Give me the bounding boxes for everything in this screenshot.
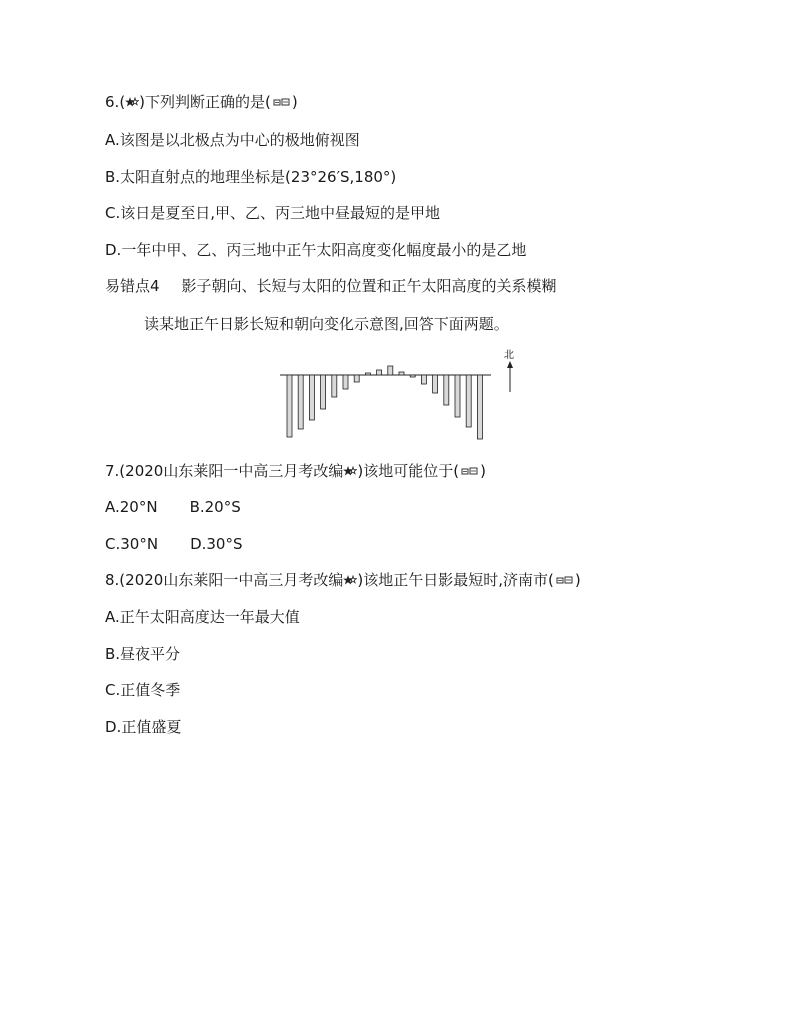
difficulty-star-icon <box>343 573 357 587</box>
question-8-option-d: D.正值盛夏 <box>105 718 182 736</box>
error-point-label: 易错点4 <box>105 277 160 295</box>
reading-intro: 读某地正午日影长短和朝向变化示意图,回答下面两题。 <box>144 315 509 333</box>
noon-shadow-diagram <box>278 346 528 446</box>
error-point-text: 影子朝向、长短与太阳的位置和正午太阳高度的关系模糊 <box>181 277 557 295</box>
shadow-bar <box>343 375 348 389</box>
shadow-bar <box>466 375 471 427</box>
shadow-bar <box>321 375 326 409</box>
difficulty-star-icon <box>343 464 357 478</box>
shadow-bar <box>332 375 337 397</box>
error-point-heading <box>105 276 557 296</box>
question-7-option-d: D.30°S <box>190 535 243 553</box>
easy-error-stamp-icon <box>461 466 478 476</box>
shadow-bar <box>298 375 303 429</box>
question-6-number: 6. <box>105 93 120 111</box>
shadow-bar <box>365 373 370 375</box>
shadow-bar <box>377 370 382 375</box>
question-8-option-c: C.正值冬季 <box>105 681 181 699</box>
question-6-option-c: C.该日是夏至日,甲、乙、丙三地中昼最短的是甲地 <box>105 204 441 222</box>
question-6-stem: 6.( )下列判断正确的是( ) <box>105 93 298 111</box>
question-7-option-b: B.20°S <box>189 498 241 516</box>
shadow-bar <box>455 375 460 417</box>
shadow-bar <box>433 375 438 393</box>
north-arrow-head <box>507 361 513 368</box>
question-7-option-c: C.30°N <box>105 535 159 553</box>
shadow-bar <box>421 375 426 384</box>
question-8-option-b: B.昼夜平分 <box>105 645 181 663</box>
north-label: 北 <box>504 350 514 361</box>
question-7-stem: 7.(2020山东莱阳一中高三月考改编 )该地可能位于( ) <box>105 462 486 480</box>
shadow-bar <box>444 375 449 405</box>
question-7-options-cd <box>105 534 243 554</box>
shadow-bar <box>287 375 292 437</box>
question-8-option-a: A.正午太阳高度达一年最大值 <box>105 608 300 626</box>
difficulty-star-icon <box>125 95 139 109</box>
shadow-bar <box>388 366 393 375</box>
shadow-bar <box>399 372 404 375</box>
question-7-options-ab <box>105 497 241 517</box>
shadow-bar <box>477 375 482 439</box>
shadow-bar <box>410 375 415 377</box>
question-6-option-b: B.太阳直射点的地理坐标是(23°26′S,180°) <box>105 168 397 186</box>
easy-error-stamp-icon <box>273 97 290 107</box>
question-6-option-d: D.一年中甲、乙、丙三地中正午太阳高度变化幅度最小的是乙地 <box>105 241 527 259</box>
question-8-stem: 8.(2020山东莱阳一中高三月考改编 )该地正午日影最短时,济南市( ) <box>105 571 581 589</box>
shadow-bar <box>354 375 359 382</box>
easy-error-stamp-icon <box>556 575 573 585</box>
question-6-option-a: A.该图是以北极点为中心的极地俯视图 <box>105 131 360 149</box>
question-7-option-a: A.20°N <box>105 498 158 516</box>
shadow-bar <box>309 375 314 420</box>
